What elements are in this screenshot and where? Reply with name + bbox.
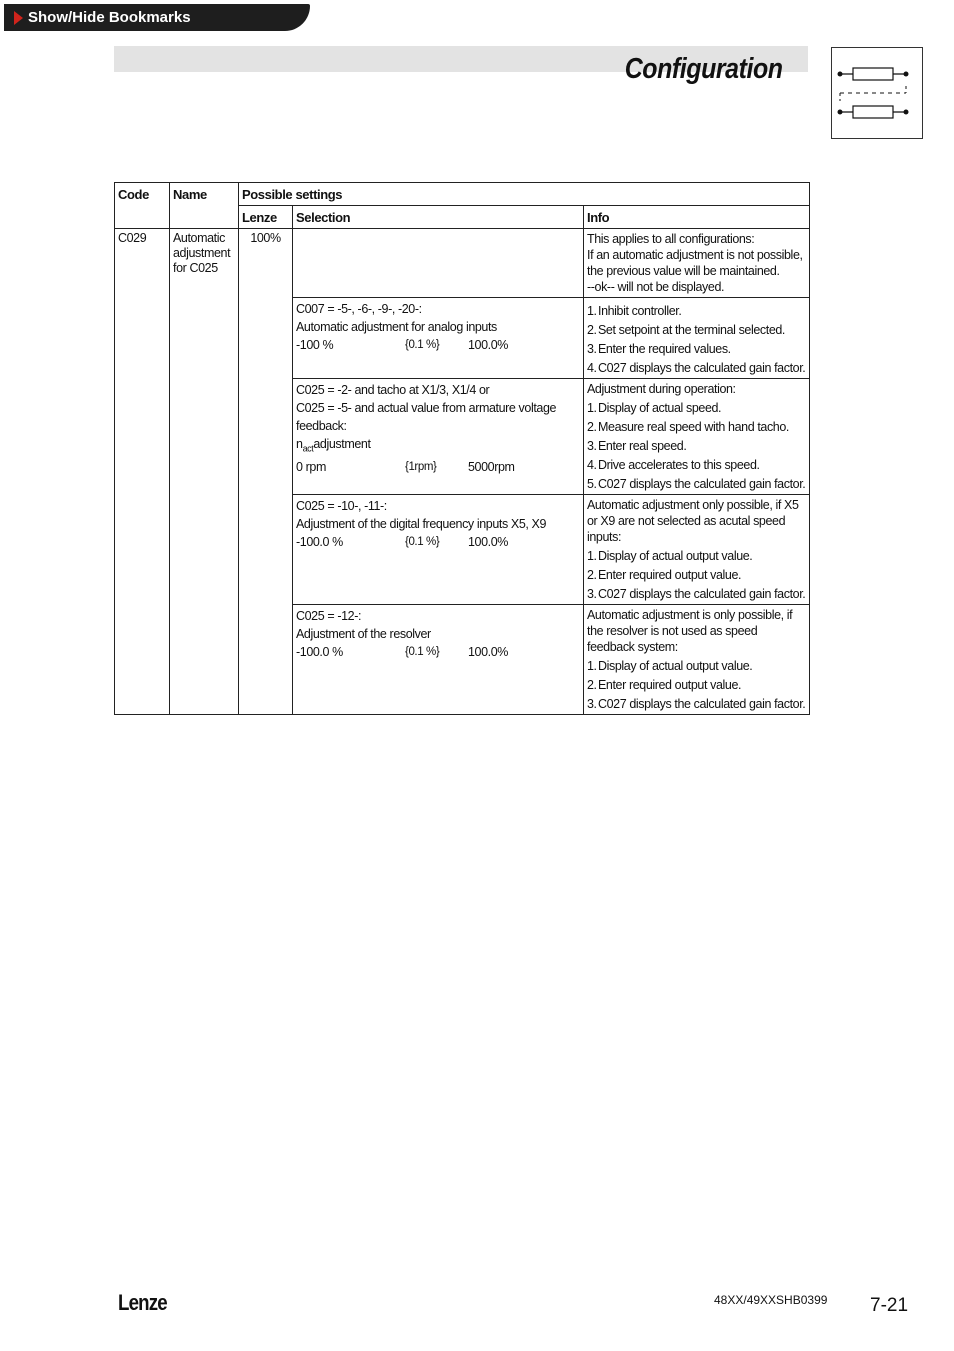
lenze-default-cell: 100% [239, 229, 293, 715]
list-item: 3. C027 displays the calculated gain factor. [587, 697, 806, 711]
selection-sub-label: $n_{act}adjustment$ [296, 437, 371, 454]
info-intro: Automatic adjustment is only possible, if the resolver is not used as speed feedback system: [587, 608, 793, 654]
selection-range [296, 458, 580, 476]
selection-line: C025 = -10-, -11-: [296, 499, 387, 513]
selection-block-resolver [293, 605, 584, 715]
range-max: 100.0% [468, 645, 508, 659]
header-selection: Selection [293, 206, 584, 229]
selection-line: C007 = -5-, -6-, -9-, -20-: [296, 302, 422, 316]
range-step: {1rpm} [405, 460, 437, 473]
range-step: {0.1 %} [405, 339, 440, 351]
info-intro: Automatic adjustment only possible, if X5 or X9 are not selected as acutal speed inputs: [587, 498, 799, 544]
range-min: -100.0 % [296, 645, 343, 659]
range-min: -100 % [296, 338, 334, 352]
general-info-cell [584, 229, 810, 298]
list-item: 1. Inhibit controller. [587, 304, 682, 318]
header-possible-settings: Possible settings [239, 183, 810, 206]
list-item: 3. C027 displays the calculated gain factor. [587, 587, 806, 601]
info-text: This applies to all configurations: [587, 232, 755, 246]
list-item: 2. Enter required output value. [587, 568, 742, 582]
selection-line: Adjustment of the resolver [296, 627, 431, 641]
info-cell [584, 495, 810, 605]
bookmark-toggle-label: Show/Hide Bookmarks [28, 9, 191, 26]
list-item: 5. C027 displays the calculated gain factor. [587, 477, 806, 491]
list-item: 1. Display of actual output value. [587, 549, 753, 563]
info-text: --ok-- will not be displayed. [587, 280, 725, 294]
range-min: -100.0 % [296, 535, 343, 549]
list-item: 1. Display of actual speed. [587, 401, 722, 415]
selection-line: Automatic adjustment for analog inputs [296, 320, 497, 334]
list-item: 1. Display of actual output value. [587, 659, 753, 673]
info-intro: Adjustment during operation: [587, 382, 736, 396]
page-title: Configuration [625, 53, 783, 85]
selection-cell-empty [293, 229, 584, 298]
steps-list [587, 659, 806, 712]
selection-block-digital-frequency [293, 495, 584, 605]
list-item: 4. C027 displays the calculated gain factor. [587, 361, 806, 375]
steps-list [587, 401, 806, 492]
code-cell: C029 [115, 229, 170, 715]
range-step: {0.1 %} [405, 536, 440, 548]
selection-range [296, 533, 580, 551]
steps-list [587, 304, 806, 376]
configuration-diagram-icon [831, 47, 923, 139]
header-code: Code [115, 183, 170, 229]
selection-line: C025 = -2- and tacho at X1/3, X1/4 or [296, 383, 490, 397]
selection-range [296, 643, 580, 661]
range-max: 100.0% [468, 338, 508, 352]
selection-line: Adjustment of the digital frequency inputs X5, X9 [296, 517, 547, 531]
lenze-logo: Lenze [118, 1290, 167, 1315]
configuration-table [114, 182, 810, 715]
range-max: 100.0% [468, 535, 508, 549]
info-cell [584, 298, 810, 379]
header-lenze: Lenze [239, 206, 293, 229]
info-cell [584, 605, 810, 715]
list-item: 2. Measure real speed with hand tacho. [587, 420, 789, 434]
page-number: 7-21 [870, 1295, 909, 1316]
list-item: 2. Set setpoint at the terminal selected. [587, 323, 785, 337]
name-cell: Automatic adjustment for C025 [170, 229, 239, 715]
steps-list [587, 549, 806, 602]
document-id: 48XX/49XXSHB0399 [714, 1293, 828, 1307]
range-step: {0.1 %} [405, 646, 440, 658]
header-info: Info [584, 206, 810, 229]
range-max: 5000rpm [468, 459, 515, 474]
info-text: If an automatic adjustment is not possible, the previous value will be maintained. [587, 248, 803, 278]
list-item: 2. Enter required output value. [587, 678, 742, 692]
selection-line: C025 = -5- and actual value from armature voltage feedback: [296, 401, 557, 433]
selection-range [296, 336, 580, 354]
table-row [115, 229, 810, 298]
list-item: 3. Enter the required values. [587, 342, 731, 356]
list-item: 4. Drive accelerates to this speed. [587, 458, 760, 472]
selection-block-tacho [293, 379, 584, 495]
selection-line: C025 = -12-: [296, 609, 362, 623]
info-cell [584, 379, 810, 495]
bookmark-arrow-icon [14, 11, 23, 25]
selection-block-analog [293, 298, 584, 379]
header-name: Name [170, 183, 239, 229]
show-hide-bookmarks-button[interactable] [4, 4, 310, 31]
list-item: 3. Enter real speed. [587, 439, 687, 453]
range-min: 0 rpm [296, 459, 326, 474]
